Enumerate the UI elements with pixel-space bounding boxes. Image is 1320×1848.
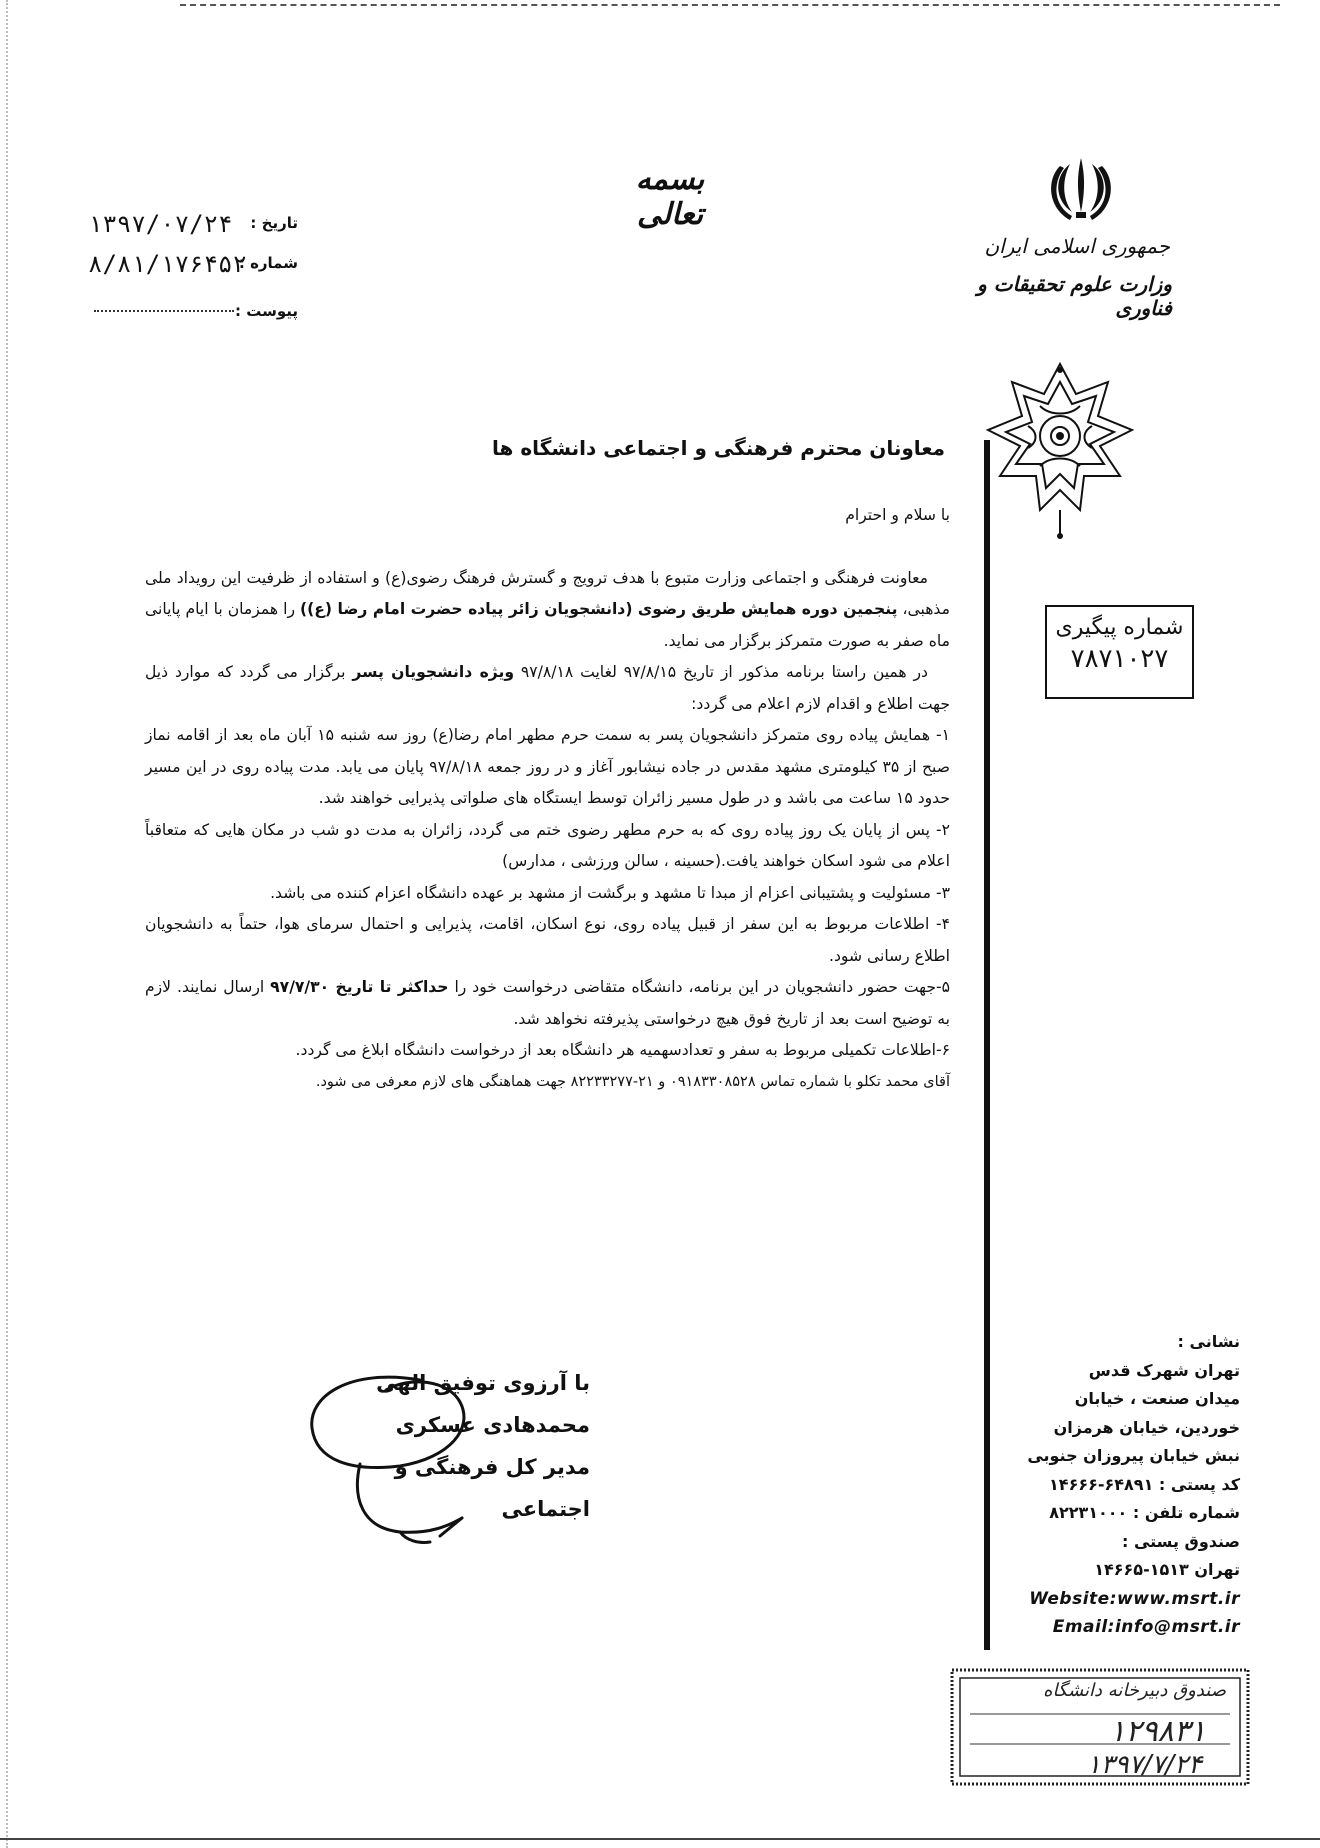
contact-line: آقای محمد تکلو با شماره تماس ۰۹۱۸۳۳۰۸۵۲۸ و ۲۱-۸۲۲۳۳۲۷۷ جهت هماهنگی های لازم معرفی می شود. [315,1073,950,1090]
iran-emblem-icon [1040,150,1122,232]
invocation-text: بسمه تعالی [635,162,705,232]
bottom-edge-line [0,1838,1320,1840]
date-label: تاریخ : [250,214,298,232]
letter-body [145,500,950,1098]
target-group: ویژه دانشجویان پسر [352,663,515,681]
address-line-3: خوردین، خیابان هرمزان [1053,1417,1240,1437]
republic-name: جمهوری اسلامی ایران [984,234,1170,258]
closing-wish: با آرزوی توفیق الهی [376,1371,590,1395]
website-link[interactable]: Website:www.msrt.ir [1029,1588,1240,1609]
address-heading: نشانی : [1177,1332,1240,1351]
date-row [88,210,298,238]
attachment-label: پیوست : [234,302,298,320]
item-4: ۴- اطلاعات مربوط به این سفر از قبیل پیاده روی، نوع اسکان، اقامت، پذیرایی و احتمال سرمای هوا، حتماً به دانشجویان اطلاع رسانی شود. [145,915,950,965]
phone-number: شماره تلفن : ۸۲۲۳۱۰۰۰ [1049,1503,1240,1522]
event-title: پنجمین دوره همایش طریق رضوی (دانشجویان زائر پیاده حضرت امام رضا (ع)) [299,600,898,618]
ministry-name: وزارت علوم تحقیقات و فناوری [977,272,1172,320]
po-box-label: صندوق پستی : [1121,1531,1240,1551]
number-value: ۸/۸۱/۱۷۶۴۵۲ [88,250,247,278]
address-line-4: نبش خیابان پیروزان جنوبی [1027,1446,1240,1465]
email-link[interactable]: Email:info@msrt.ir [1052,1617,1240,1637]
greeting: با سلام و احترام [845,506,950,524]
signer-title: مدیر کل فرهنگی و اجتماعی [394,1455,590,1521]
item-1: ۱- همایش پیاده روی متمرکز دانشجویان پسر به سمت حرم مطهر امام رضا(ع) روز سه شنبه ۱۵ آبان ماه بعد از اقامه نماز صبح از ۳۵ کیلومتری مشهد مقدس در جاده نیشابور آغاز و در روز جمعه ۹۷/۸/۱۸ پایان می یابد. مدت پیاده روی در این مسیر حدود ۱۵ ساعت می باشد و در طول مسیر زائران توسط ایستگاه های صلواتی پذیرایی خواهند شد. [145,726,951,807]
stamp-number: ۱۲۹۸۳۱ [1109,1714,1206,1749]
recipient-line: معاونان محترم فرهنگی و اجتماعی دانشگاه ها [492,436,945,460]
item-6: ۶-اطلاعات تکمیلی مربوط به سفر و تعدادسهمیه هر دانشگاه بعد از درخواست دانشگاه ابلاغ می گردد. [295,1041,950,1059]
tracking-number: ۷۸۷۱۰۲۷ [1070,644,1169,674]
attachment-blank [94,310,234,312]
stamp-contents [968,1680,1230,1780]
address-block [1000,1328,1240,1642]
signer-name: محمدهادی عسکری [395,1413,590,1437]
number-label: شماره : [238,254,298,272]
item-5: ۵-جهت حضور دانشجویان در این برنامه، دانشگاه متقاضی درخواست خود را حداکثر تا تاریخ ۹۷/۷/۳۰ ارسال نمایند. لازم به توضیح است بعد از تاریخ فوق هیچ درخواستی پذیرفته نخواهد شد. [145,978,950,1028]
scan-edge-specks [6,0,10,1848]
deadline: حداکثر تا تاریخ ۹۷/۷/۳۰ [270,978,449,996]
address-line-2: میدان صنعت ، خیابان [1074,1389,1240,1408]
paragraph-intro: معاونت فرهنگی و اجتماعی وزارت متبوع با هدف ترویج و گسترش فرهنگ رضوی(ع) و استفاده از ظرفیت این رویداد ملی مذهبی، پنجمین دوره همایش طریق رضوی (دانشجویان زائر پیاده حضرت امام رضا (ع)) را همزمان با ایام پایانی ماه صفر به صورت متمرکز برگزار می نماید. [145,568,950,650]
closing-block [330,1362,590,1530]
tracking-label: شماره پیگیری [1055,615,1184,640]
number-row [88,250,298,278]
vertical-divider [984,440,990,1650]
top-edge-line [180,4,1280,6]
item-3: ۳- مسئولیت و پشتیبانی اعزام از مبدا تا مشهد و برگشت از مشهد بر عهده دانشگاه اعزام کننده می باشد. [270,883,950,902]
ornament-emblem-icon [980,360,1140,540]
postal-code: کد پستی : ۶۴۸۹۱-۱۴۶۶۶ [1049,1474,1240,1494]
tracking-box [1045,605,1194,699]
date-value: ۱۳۹۷/۰۷/۲۴ [88,210,233,238]
attachment-row [88,298,298,326]
stamp-org: صندوق دبیرخانه دانشگاه [1043,1680,1226,1701]
po-box: تهران ۱۵۱۳-۱۴۶۶۵ [1094,1560,1240,1579]
paragraph-schedule: در همین راستا برنامه مذکور از تاریخ ۹۷/۸/۱۵ لغایت ۹۷/۸/۱۸ ویژه دانشجویان پسر برگزار می گردد که موارد ذیل جهت اطلاع و اقدام لازم اعلام می گردد: [145,663,950,713]
item-2: ۲- پس از پایان یک روز پیاده روی که به حرم مطهر رضوی ختم می گردد، زائران به مدت دو شب در مکان هایی که متعاقباً اعلام می شود اسکان خواهند یافت.(حسینه ، سالن ورزشی ، مدارس) [145,820,950,870]
address-line-1: تهران شهرک قدس [1088,1360,1240,1380]
stamp-date: ۱۳۹۷/۷/۲۴ [1086,1750,1202,1780]
